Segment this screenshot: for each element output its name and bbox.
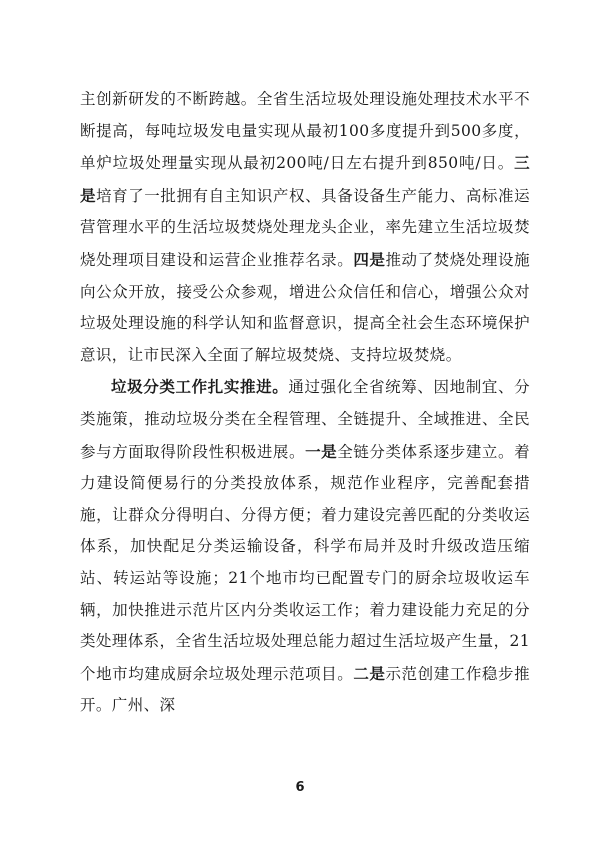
body-text (80, 84, 530, 722)
paragraph-1-text: 推动了焚烧处理设施向公众开放，接受公众参观，增进公众信任和信心，增强公众对垃圾处理设施的科学认知和监督意识，提高全社会生态环境保护意识，让市民深入全面了解垃圾焚烧、支持垃圾焚烧。 (80, 250, 530, 364)
paragraph-1-lead-four: 四是 (353, 249, 386, 269)
paragraph-1-text: 培育了一批拥有自主知识产权、具备设备生产能力、高标准运营管理水平的生活垃圾焚烧处理龙头企业，率先建立生活垃圾焚烧处理项目建设和运营企业推荐名录。 (80, 186, 530, 269)
paragraph-2-text: 全链分类体系逐步建立。着力建设简便易行的分类投放体系，规范作业程序，完善配套措施，让群众分得明白、分得方便；着力建设完善匹配的分类收运体系，加快配足分类运输设备，科学布局并及时升级改造压缩站、转运站等设施；21个地市均已配置专门的厨余垃圾收运车辆，加快推进示范片区内分类收运工作；着力建设能力充足的分类处理体系，全省生活垃圾处理总能力超过生活垃圾产生量，21个地市均建成厨余垃圾处理示范项目。 (80, 442, 530, 683)
paragraph-2-lead-two: 二是 (353, 663, 386, 683)
page-number: 6 (295, 780, 305, 795)
paragraph-2-lead-one: 一是 (305, 441, 338, 461)
paragraph-2-heading: 垃圾分类工作扎实推进。 (111, 377, 289, 397)
paragraph-1-text: 主创新研发的不断跨越。全省生活垃圾处理设施处理技术水平不断提高，每吨垃圾发电量实现从最初100多度提升到500多度，单炉垃圾处理量实现从最初200吨/日左右提升到850吨/日。 (80, 90, 530, 173)
paragraph-2-text: 通过强化全省统筹、因地制宜、分类施策，推动垃圾分类在全程管理、全链提升、全域推进、全民参与方面取得阶段性积极进展。 (80, 378, 530, 461)
paragraph-2-text: 示范创建工作稳步推开。广州、深 (80, 664, 530, 715)
paragraph-1 (80, 84, 530, 371)
paragraph-2 (80, 371, 530, 722)
paragraph-1-lead-three: 三是 (80, 153, 530, 205)
